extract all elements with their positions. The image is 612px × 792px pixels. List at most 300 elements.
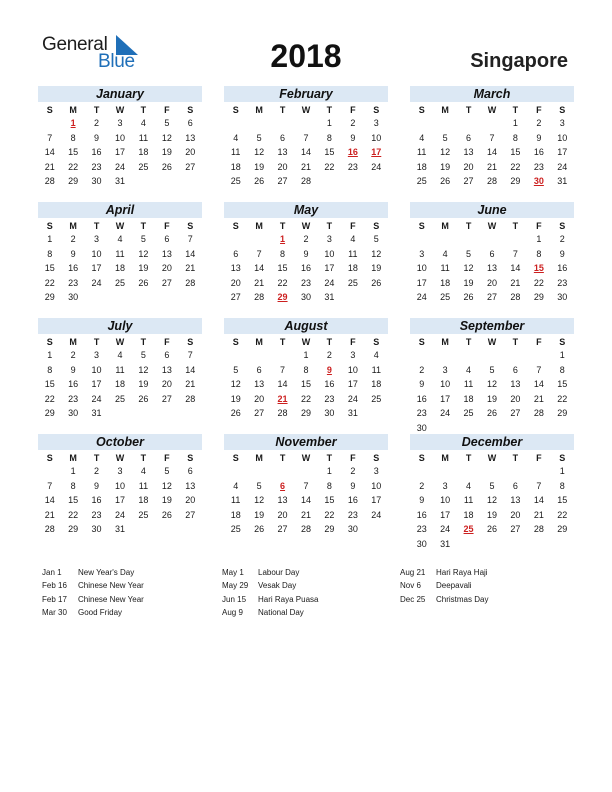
day: 27	[463, 176, 474, 187]
holiday-name: New Year's Day	[78, 568, 135, 577]
day: 10	[114, 132, 125, 143]
holiday-day: 25	[463, 524, 474, 535]
day: 12	[254, 147, 265, 158]
day: 13	[161, 248, 172, 259]
day: 22	[300, 393, 311, 404]
day: 14	[185, 248, 196, 259]
day: 30	[300, 292, 311, 303]
empty-cell	[457, 116, 480, 131]
holiday-day: 17	[371, 147, 382, 158]
day: 11	[231, 495, 241, 506]
day: 3	[559, 118, 565, 128]
day: 18	[463, 393, 474, 404]
month-february	[224, 86, 388, 189]
day: 5	[489, 364, 495, 375]
weekday-label: S	[46, 453, 53, 463]
day: 24	[371, 161, 382, 172]
day: 29	[300, 408, 311, 419]
day: 26	[371, 277, 382, 288]
day: 5	[164, 466, 170, 476]
day: 16	[91, 495, 102, 506]
weekday-label: S	[418, 337, 425, 347]
day: 23	[557, 277, 568, 288]
day: 15	[68, 147, 79, 158]
month-name: April	[38, 202, 202, 218]
day: 20	[463, 161, 474, 172]
day: 20	[230, 277, 241, 288]
day: 17	[440, 393, 451, 404]
day: 14	[44, 147, 55, 158]
day: 7	[256, 248, 262, 259]
day: 22	[557, 393, 568, 404]
day: 13	[277, 147, 288, 158]
month-august	[224, 318, 388, 421]
day: 1	[303, 350, 309, 360]
holiday-row	[42, 566, 222, 579]
day: 9	[559, 248, 565, 259]
day: 29	[557, 408, 568, 419]
day: 23	[347, 161, 358, 172]
weekday-label: T	[465, 221, 472, 231]
empty-cell	[410, 116, 433, 131]
empty-cell	[480, 348, 503, 363]
day: 24	[371, 509, 382, 520]
month-name: October	[38, 434, 202, 450]
day: 5	[140, 350, 146, 360]
weekday-label: F	[350, 221, 356, 231]
weekday-label: T	[326, 221, 333, 231]
empty-cell	[247, 348, 270, 363]
day: 15	[68, 495, 79, 506]
month-june	[410, 202, 574, 305]
month-name: July	[38, 318, 202, 334]
day: 18	[440, 277, 451, 288]
holiday-name: Chinese New Year	[78, 594, 144, 604]
day: 17	[91, 263, 102, 274]
day: 10	[371, 480, 382, 491]
day: 18	[138, 495, 149, 506]
day: 12	[254, 495, 265, 506]
day: 21	[254, 277, 265, 288]
day: 29	[68, 176, 79, 187]
day: 12	[138, 364, 149, 375]
day: 22	[533, 277, 544, 288]
day-grid	[224, 336, 388, 421]
day: 26	[254, 524, 265, 535]
weekday-label: F	[164, 105, 170, 115]
day: 26	[161, 509, 172, 520]
holiday-day: 1	[70, 118, 76, 128]
day: 22	[68, 161, 79, 172]
weekday-label: T	[465, 453, 472, 463]
day: 13	[510, 379, 521, 390]
day: 20	[161, 263, 172, 274]
weekday-label: M	[255, 105, 263, 115]
day: 21	[185, 263, 196, 274]
day: 22	[277, 277, 288, 288]
day: 22	[324, 161, 335, 172]
day: 18	[114, 379, 125, 390]
weekday-label: W	[487, 105, 497, 115]
day: 28	[533, 408, 544, 419]
day: 27	[185, 161, 196, 172]
holiday-name: Chinese New Year	[78, 581, 144, 591]
day: 28	[254, 292, 265, 303]
day: 28	[300, 176, 311, 187]
day: 5	[373, 234, 379, 244]
day: 9	[303, 248, 309, 259]
day: 22	[44, 277, 55, 288]
weekday-label: T	[93, 453, 100, 463]
day: 20	[161, 379, 172, 390]
day: 11	[138, 480, 149, 491]
weekday-label: M	[255, 337, 263, 347]
day: 14	[44, 495, 55, 506]
day: 18	[463, 509, 474, 520]
day: 13	[510, 495, 521, 506]
day: 21	[185, 379, 196, 390]
holiday-row	[222, 579, 402, 592]
day: 3	[117, 466, 123, 476]
day: 16	[300, 263, 311, 274]
day: 22	[44, 393, 55, 404]
day: 26	[138, 393, 149, 404]
day: 14	[533, 495, 544, 506]
day: 8	[70, 132, 76, 143]
holiday-row	[400, 579, 580, 592]
holiday-day: 16	[347, 147, 358, 158]
day: 23	[533, 161, 544, 172]
day: 27	[277, 176, 288, 187]
day: 16	[68, 379, 79, 390]
day: 23	[91, 509, 102, 520]
weekday-label: M	[441, 337, 449, 347]
empty-cell	[480, 464, 503, 479]
day: 29	[557, 524, 568, 535]
day: 11	[138, 132, 149, 143]
month-name: September	[410, 318, 574, 334]
holiday-date: Aug 21	[400, 568, 426, 577]
weekday-label: T	[512, 105, 519, 115]
weekday-label: W	[115, 453, 125, 463]
day: 8	[70, 480, 76, 491]
holiday-date: May 1	[222, 568, 244, 577]
weekday-label: T	[465, 337, 472, 347]
day: 28	[510, 292, 521, 303]
day: 28	[277, 408, 288, 419]
day: 3	[419, 248, 425, 259]
day: 29	[68, 524, 79, 535]
day: 19	[138, 379, 149, 390]
day: 23	[416, 524, 427, 535]
empty-cell	[247, 116, 270, 131]
day: 11	[417, 147, 427, 158]
weekday-label: T	[279, 453, 286, 463]
day: 12	[371, 248, 382, 259]
day: 18	[138, 147, 149, 158]
day-grid	[410, 104, 574, 189]
weekday-label: F	[164, 221, 170, 231]
day: 18	[230, 509, 241, 520]
empty-cell	[504, 348, 527, 363]
holiday-column	[400, 566, 580, 606]
day: 25	[347, 277, 358, 288]
holiday-day: 21	[277, 393, 288, 404]
day: 25	[138, 509, 149, 520]
day: 25	[230, 524, 241, 535]
weekday-label: S	[187, 221, 194, 231]
empty-cell	[433, 464, 456, 479]
holiday-date: Feb 16	[42, 581, 67, 591]
day: 29	[44, 408, 55, 419]
weekday-label: S	[373, 337, 380, 347]
weekday-label: T	[465, 105, 472, 115]
holiday-day: 15	[533, 263, 544, 274]
day: 19	[486, 509, 497, 520]
day: 18	[347, 263, 358, 274]
day: 11	[348, 248, 358, 259]
day: 21	[300, 509, 311, 520]
day: 2	[419, 364, 425, 375]
weekday-label: M	[441, 105, 449, 115]
weekday-label: M	[69, 337, 77, 347]
day: 7	[47, 480, 53, 491]
day: 17	[324, 263, 335, 274]
holiday-row	[222, 593, 402, 606]
day: 23	[68, 277, 79, 288]
day: 19	[254, 161, 265, 172]
empty-cell	[480, 116, 503, 131]
day: 8	[559, 480, 565, 491]
day: 24	[416, 292, 427, 303]
weekday-label: T	[326, 337, 333, 347]
holiday-row	[42, 593, 222, 606]
day: 7	[303, 480, 309, 491]
day: 25	[114, 277, 125, 288]
month-july	[38, 318, 202, 421]
day: 15	[44, 263, 55, 274]
day: 8	[326, 132, 332, 143]
day: 10	[91, 364, 102, 375]
weekday-label: T	[140, 453, 147, 463]
day: 16	[416, 509, 427, 520]
day: 31	[347, 408, 358, 419]
day: 17	[114, 147, 125, 158]
day: 7	[303, 132, 309, 143]
day: 5	[442, 132, 448, 143]
day: 20	[510, 393, 521, 404]
day: 31	[324, 292, 335, 303]
day: 27	[161, 277, 172, 288]
day: 10	[114, 480, 125, 491]
day: 3	[373, 466, 379, 476]
day: 12	[138, 248, 149, 259]
weekday-label: F	[536, 453, 542, 463]
day: 29	[324, 524, 335, 535]
weekday-label: T	[326, 453, 333, 463]
day: 5	[233, 364, 239, 375]
day: 30	[91, 524, 102, 535]
weekday-label: W	[115, 221, 125, 231]
day: 12	[440, 147, 451, 158]
day: 1	[559, 466, 565, 476]
empty-cell	[480, 232, 503, 247]
day: 10	[324, 248, 335, 259]
weekday-label: F	[350, 453, 356, 463]
day-grid	[38, 336, 202, 421]
day: 4	[442, 248, 448, 259]
day: 6	[164, 350, 170, 360]
day: 4	[140, 118, 146, 128]
day: 21	[533, 393, 544, 404]
day-grid	[224, 220, 388, 305]
day: 14	[185, 364, 196, 375]
day: 7	[536, 364, 542, 375]
day: 6	[187, 118, 193, 128]
weekday-label: S	[373, 453, 380, 463]
day: 30	[557, 292, 568, 303]
day: 11	[463, 379, 474, 390]
day: 1	[47, 350, 53, 360]
weekday-label: F	[164, 453, 170, 463]
holiday-row	[42, 579, 222, 592]
day: 28	[533, 524, 544, 535]
day: 9	[419, 495, 425, 506]
day: 7	[280, 364, 286, 375]
day: 19	[463, 277, 474, 288]
empty-cell	[457, 232, 480, 247]
day: 2	[70, 234, 76, 244]
weekday-label: F	[164, 337, 170, 347]
day: 2	[350, 118, 356, 128]
empty-cell	[294, 464, 317, 479]
empty-cell	[504, 464, 527, 479]
day: 10	[371, 132, 382, 143]
holiday-day: 9	[326, 364, 332, 375]
day: 2	[559, 234, 565, 244]
day: 10	[557, 132, 568, 143]
day: 20	[185, 495, 196, 506]
day: 27	[185, 509, 196, 520]
day-grid	[38, 220, 202, 305]
day: 19	[371, 263, 382, 274]
empty-cell	[224, 464, 247, 479]
day: 14	[533, 379, 544, 390]
weekday-label: F	[536, 221, 542, 231]
day: 23	[416, 408, 427, 419]
weekday-label: T	[279, 221, 286, 231]
day: 28	[185, 277, 196, 288]
day: 19	[440, 161, 451, 172]
weekday-label: W	[301, 453, 311, 463]
day: 12	[161, 132, 172, 143]
day: 7	[512, 248, 518, 259]
day: 22	[324, 509, 335, 520]
day: 21	[44, 509, 55, 520]
holiday-name: Christmas Day	[436, 594, 489, 604]
day: 30	[416, 538, 427, 549]
weekday-label: W	[301, 105, 311, 115]
day: 8	[326, 480, 332, 491]
day: 26	[138, 277, 149, 288]
day: 24	[91, 277, 102, 288]
day: 18	[230, 161, 241, 172]
day: 6	[512, 364, 518, 375]
holiday-day: 1	[280, 234, 286, 244]
day: 13	[161, 364, 172, 375]
day: 6	[256, 364, 262, 375]
day: 21	[44, 161, 55, 172]
day: 2	[350, 466, 356, 476]
weekday-label: S	[418, 105, 425, 115]
day: 13	[185, 132, 196, 143]
day-grid	[224, 452, 388, 537]
holiday-column	[222, 566, 402, 619]
holiday-row	[222, 566, 402, 579]
day: 22	[510, 161, 521, 172]
empty-cell	[38, 464, 61, 479]
day: 1	[512, 118, 518, 128]
day: 12	[486, 495, 497, 506]
day-grid	[38, 104, 202, 189]
day: 3	[373, 118, 379, 128]
day: 21	[533, 509, 544, 520]
weekday-label: W	[301, 221, 311, 231]
day: 1	[559, 350, 565, 360]
day: 8	[47, 364, 53, 375]
day: 27	[510, 408, 521, 419]
day: 9	[350, 132, 356, 143]
day: 4	[117, 234, 123, 244]
day: 14	[486, 147, 497, 158]
day: 26	[486, 524, 497, 535]
weekday-label: M	[69, 105, 77, 115]
day: 13	[463, 147, 474, 158]
day: 13	[230, 263, 241, 274]
day: 1	[47, 234, 53, 244]
day: 7	[187, 234, 193, 244]
day: 27	[486, 292, 497, 303]
day: 2	[536, 118, 542, 128]
day: 31	[557, 176, 568, 187]
day: 11	[115, 248, 125, 259]
holiday-date: Jun 15	[222, 594, 247, 604]
day: 15	[324, 495, 335, 506]
day: 3	[94, 350, 100, 360]
weekday-label: F	[536, 105, 542, 115]
day: 5	[256, 480, 262, 491]
month-december	[410, 434, 574, 552]
day: 2	[419, 480, 425, 491]
day-grid	[410, 452, 574, 552]
day: 24	[114, 161, 125, 172]
weekday-label: T	[279, 105, 286, 115]
year-title: 2018	[270, 38, 342, 74]
day: 9	[350, 480, 356, 491]
day: 10	[440, 379, 451, 390]
day: 6	[512, 480, 518, 491]
day: 5	[140, 234, 146, 244]
day: 1	[326, 118, 332, 128]
month-name: February	[224, 86, 388, 102]
day: 25	[463, 408, 474, 419]
day: 17	[416, 277, 427, 288]
empty-cell	[433, 348, 456, 363]
day: 25	[138, 161, 149, 172]
day: 27	[161, 393, 172, 404]
empty-cell	[433, 232, 456, 247]
day-grid	[38, 452, 202, 537]
